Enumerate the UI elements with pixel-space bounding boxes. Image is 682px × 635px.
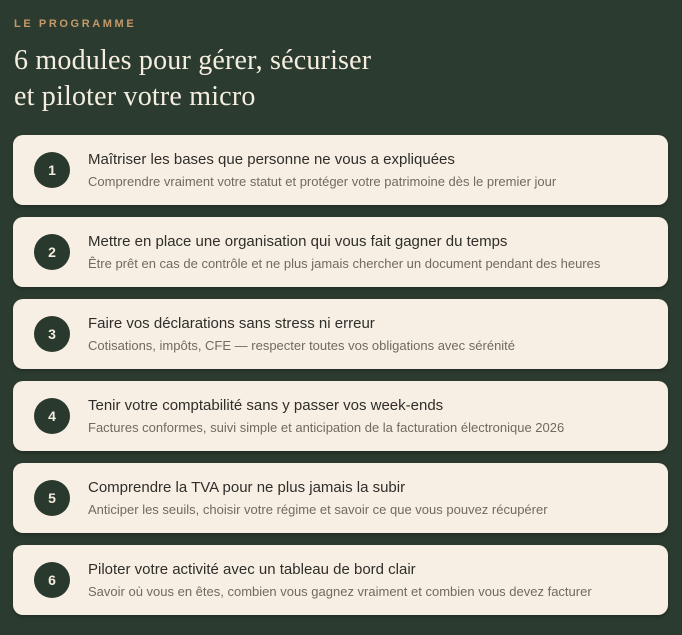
module-subtitle: Cotisations, impôts, CFE — respecter toutes vos obligations avec sérénité xyxy=(88,338,516,353)
section-title xyxy=(13,43,668,115)
module-number: 6 xyxy=(48,572,56,588)
module-card xyxy=(13,217,668,287)
module-title: Faire vos déclarations sans stress ni erreur xyxy=(88,315,375,332)
module-subtitle: Factures conformes, suivi simple et anticipation de la facturation électronique 2026 xyxy=(88,420,565,435)
module-title: Piloter votre activité avec un tableau de bord clair xyxy=(88,561,416,578)
module-title: Tenir votre comptabilité sans y passer vos week-ends xyxy=(88,397,444,414)
module-number-badge xyxy=(34,152,70,188)
module-card-text xyxy=(88,149,648,191)
module-number: 3 xyxy=(48,326,56,342)
module-card xyxy=(13,545,668,615)
module-number-badge xyxy=(34,316,70,352)
module-number-badge xyxy=(34,234,70,270)
module-number: 4 xyxy=(48,408,56,424)
section-title-line-2: et piloter votre micro xyxy=(14,81,256,112)
section-title-line-1: 6 modules pour gérer, sécuriser xyxy=(14,45,372,76)
module-card-text xyxy=(88,313,648,355)
module-card-text xyxy=(88,559,648,601)
module-card-text xyxy=(88,231,648,273)
module-number: 1 xyxy=(48,162,56,178)
module-card-text xyxy=(88,395,648,437)
module-list xyxy=(13,135,668,615)
module-subtitle: Savoir où vous en êtes, combien vous gagnez vraiment et combien vous devez facturer xyxy=(88,584,592,599)
module-title: Mettre en place une organisation qui vous fait gagner du temps xyxy=(88,233,508,250)
module-card xyxy=(13,135,668,205)
module-number-badge xyxy=(34,480,70,516)
module-card xyxy=(13,299,668,369)
module-card xyxy=(13,463,668,533)
module-number: 5 xyxy=(48,490,56,506)
module-card-text xyxy=(88,477,648,519)
module-title: Comprendre la TVA pour ne plus jamais la subir xyxy=(88,479,406,496)
module-subtitle: Être prêt en cas de contrôle et ne plus jamais chercher un document pendant des heures xyxy=(88,256,601,271)
module-subtitle: Anticiper les seuils, choisir votre régime et savoir ce que vous pouvez récupérer xyxy=(88,502,548,517)
module-card xyxy=(13,381,668,451)
module-number-badge xyxy=(34,398,70,434)
module-number-badge xyxy=(34,562,70,598)
module-subtitle: Comprendre vraiment votre statut et protéger votre patrimoine dès le premier jour xyxy=(88,174,557,189)
module-title: Maîtriser les bases que personne ne vous a expliquées xyxy=(88,151,455,168)
module-number: 2 xyxy=(48,244,56,260)
section-eyebrow: LE PROGRAMME xyxy=(14,18,137,30)
